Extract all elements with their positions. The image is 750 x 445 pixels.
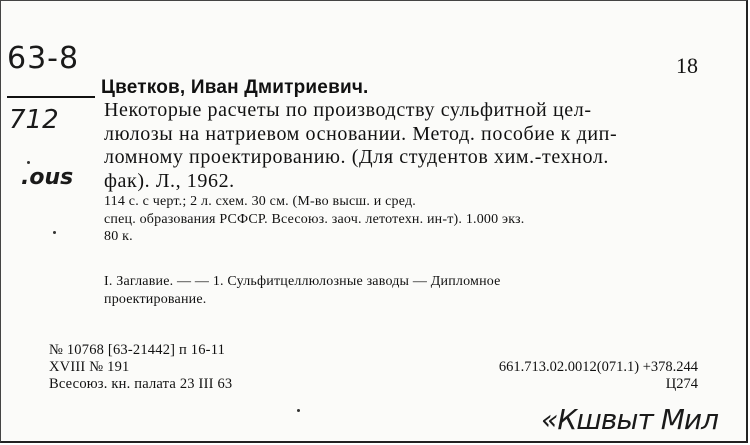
order-line: № 10768 [63-21442] п 16-11 [49,342,226,358]
card-number: 18 [676,53,698,78]
subject-tracings [104,273,704,309]
handwritten-call-number: 63-8 [7,41,80,76]
physical-description [104,193,704,246]
title-statement [104,99,704,193]
classification-line: 661.713.02.0012(071.1) +378.244 [498,359,698,375]
title-line: Некоторые расчеты по производству сульфитной цел- [104,99,592,121]
handwritten-call-number-secondary: 712 [9,105,59,135]
ink-speck [297,409,300,412]
title-line: люлозы на натриевом основании. Метод. пособие к дип- [104,122,618,145]
author-heading: Цветков, Иван Дмитриевич. [101,77,369,98]
title-line: ломному проектированию. (Для студентов хим.-технол. [104,146,610,168]
classification-line: Ц274 [665,376,698,392]
handwritten-shelf-mark: .ous [21,165,74,190]
order-line: XVIII № 191 [49,359,130,375]
subject-line: проектирование. [104,292,207,307]
description-line: спец. образования РСФСР. Всесоюз. заоч. летотехн. ин-т). 1.000 экз. [104,211,525,227]
description-line: 114 с. с черт.; 2 л. схем. 30 см. (М-во высш. и сред. [104,194,417,209]
ink-speck [27,161,30,164]
classification-numbers [499,359,698,393]
call-number-underline [7,96,95,98]
title-line: фак). Л., 1962. [104,169,235,192]
ink-speck [53,231,56,234]
description-line: 80 к. [104,229,133,244]
order-line: Всесоюз. кн. палата 23 III 63 [49,376,233,392]
order-info [49,342,232,393]
subject-line: I. Заглавие. — — 1. Сульфитцеллюлозные заводы — Дипломное [104,274,501,289]
handwritten-signature: «Кшвыт Мил [541,403,718,436]
